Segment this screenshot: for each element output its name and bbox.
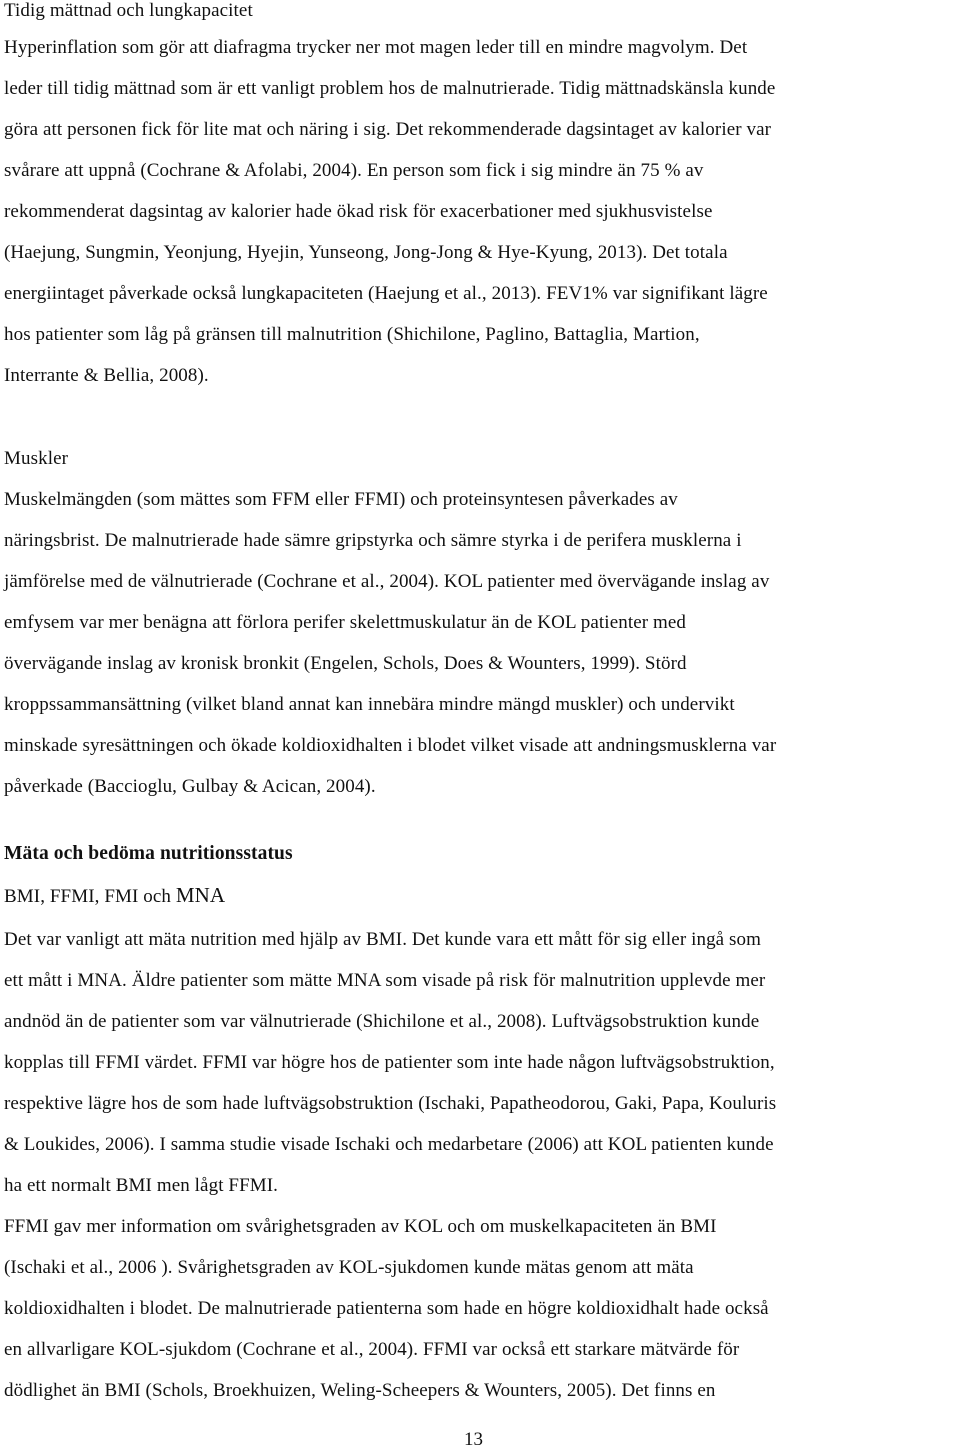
section-heading-tidig: Tidig mättnad och lungkapacitet <box>4 0 253 21</box>
paragraph-line: rekommenderat dagsintag av kalorier hade ökad risk för exacerbationer med sjukhusvistelse <box>4 201 713 222</box>
paragraph-line: andnöd än de patienter som var välnutrierade (Shichilone et al., 2008). Luftvägsobstruktion kunde <box>4 1011 760 1032</box>
paragraph-line: dödlighet än BMI (Schols, Broekhuizen, Weling-Scheepers & Wounters, 2005). Det finns en <box>4 1380 716 1401</box>
page-number: 13 <box>464 1429 483 1450</box>
paragraph-line: leder till tidig mättnad som är ett vanligt problem hos de malnutrierade. Tidig mättnadskänsla kunde <box>4 78 776 99</box>
paragraph-line: göra att personen fick för lite mat och näring i sig. Det rekommenderade dagsintaget av kalorier var <box>4 119 772 140</box>
paragraph-line: kopplas till FFMI värdet. FFMI var högre hos de patienter som inte hade någon luftvägsobstruktion, <box>4 1052 775 1073</box>
paragraph-line: svårare att uppnå (Cochrane & Afolabi, 2004). En person som fick i sig mindre än 75 % av <box>4 160 704 181</box>
paragraph-line: Muskelmängden (som mättes som FFM eller FFMI) och proteinsyntesen påverkades av <box>4 489 678 510</box>
paragraph-line: kroppssammansättning (vilket bland annat kan innebära mindre mängd muskler) och undervikt <box>4 694 735 715</box>
subheading-text: BMI, FFMI, FMI och <box>4 886 176 907</box>
subsection-heading-bmi <box>4 884 225 908</box>
paragraph-line: påverkade (Baccioglu, Gulbay & Acican, 2004). <box>4 776 376 797</box>
paragraph-line: minskade syresättningen och ökade koldioxidhalten i blodet vilket visade att andningsmusklerna var <box>4 735 777 756</box>
paragraph-line: emfysem var mer benägna att förlora perifer skelettmuskulatur än de KOL patienter med <box>4 612 687 633</box>
paragraph-line: ha ett normalt BMI men lågt FFMI. <box>4 1175 279 1196</box>
paragraph-line: Hyperinflation som gör att diafragma trycker ner mot magen leder till en mindre magvolym. Det <box>4 37 748 58</box>
paragraph-line: (Ischaki et al., 2006 ). Svårighetsgraden av KOL-sjukdomen kunde mätas genom att mäta <box>4 1257 694 1278</box>
paragraph-line: jämförelse med de välnutrierade (Cochrane et al., 2004). KOL patienter med övervägande inslag av <box>4 571 770 592</box>
paragraph-line: (Haejung, Sungmin, Yeonjung, Hyejin, Yunseong, Jong-Jong & Hye-Kyung, 2013). Det totala <box>4 242 728 263</box>
paragraph-line: hos patienter som låg på gränsen till malnutrition (Shichilone, Paglino, Battaglia, Martion, <box>4 324 700 345</box>
paragraph-line: koldioxidhalten i blodet. De malnutrierade patienterna som hade en högre koldioxidhalt hade också <box>4 1298 769 1319</box>
section-heading-mata: Mäta och bedöma nutritionsstatus <box>4 843 293 864</box>
paragraph-line: Det var vanligt att mäta nutrition med hjälp av BMI. Det kunde vara ett mått för sig eller ingå som <box>4 929 762 950</box>
paragraph-line: övervägande inslag av kronisk bronkit (Engelen, Schols, Does & Wounters, 1999). Störd <box>4 653 687 674</box>
paragraph-line: energiintaget påverkade också lungkapaciteten (Haejung et al., 2013). FEV1% var signifikant lägre <box>4 283 768 304</box>
paragraph-line: FFMI gav mer information om svårighetsgraden av KOL och om muskelkapaciteten än BMI <box>4 1216 717 1237</box>
document-page <box>4 0 956 1451</box>
subheading-mna: MNA <box>175 883 226 907</box>
paragraph-line: & Loukides, 2006). I samma studie visade Ischaki och medarbetare (2006) att KOL patienten kunde <box>4 1134 774 1155</box>
paragraph-line: respektive lägre hos de som hade luftvägsobstruktion (Ischaki, Papatheodorou, Gaki, Papa, Kouluris <box>4 1093 777 1114</box>
paragraph-line: ett mått i MNA. Äldre patienter som mätte MNA som visade på risk för malnutrition upplevde mer <box>4 970 766 991</box>
paragraph-line: en allvarligare KOL-sjukdom (Cochrane et al., 2004). FFMI var också ett starkare mätvärde för <box>4 1339 740 1360</box>
paragraph-line: näringsbrist. De malnutrierade hade sämre gripstyrka och sämre styrka i de perifera musklerna i <box>4 530 742 551</box>
section-heading-muskler: Muskler <box>4 448 69 469</box>
paragraph-line: Interrante & Bellia, 2008). <box>4 365 209 386</box>
